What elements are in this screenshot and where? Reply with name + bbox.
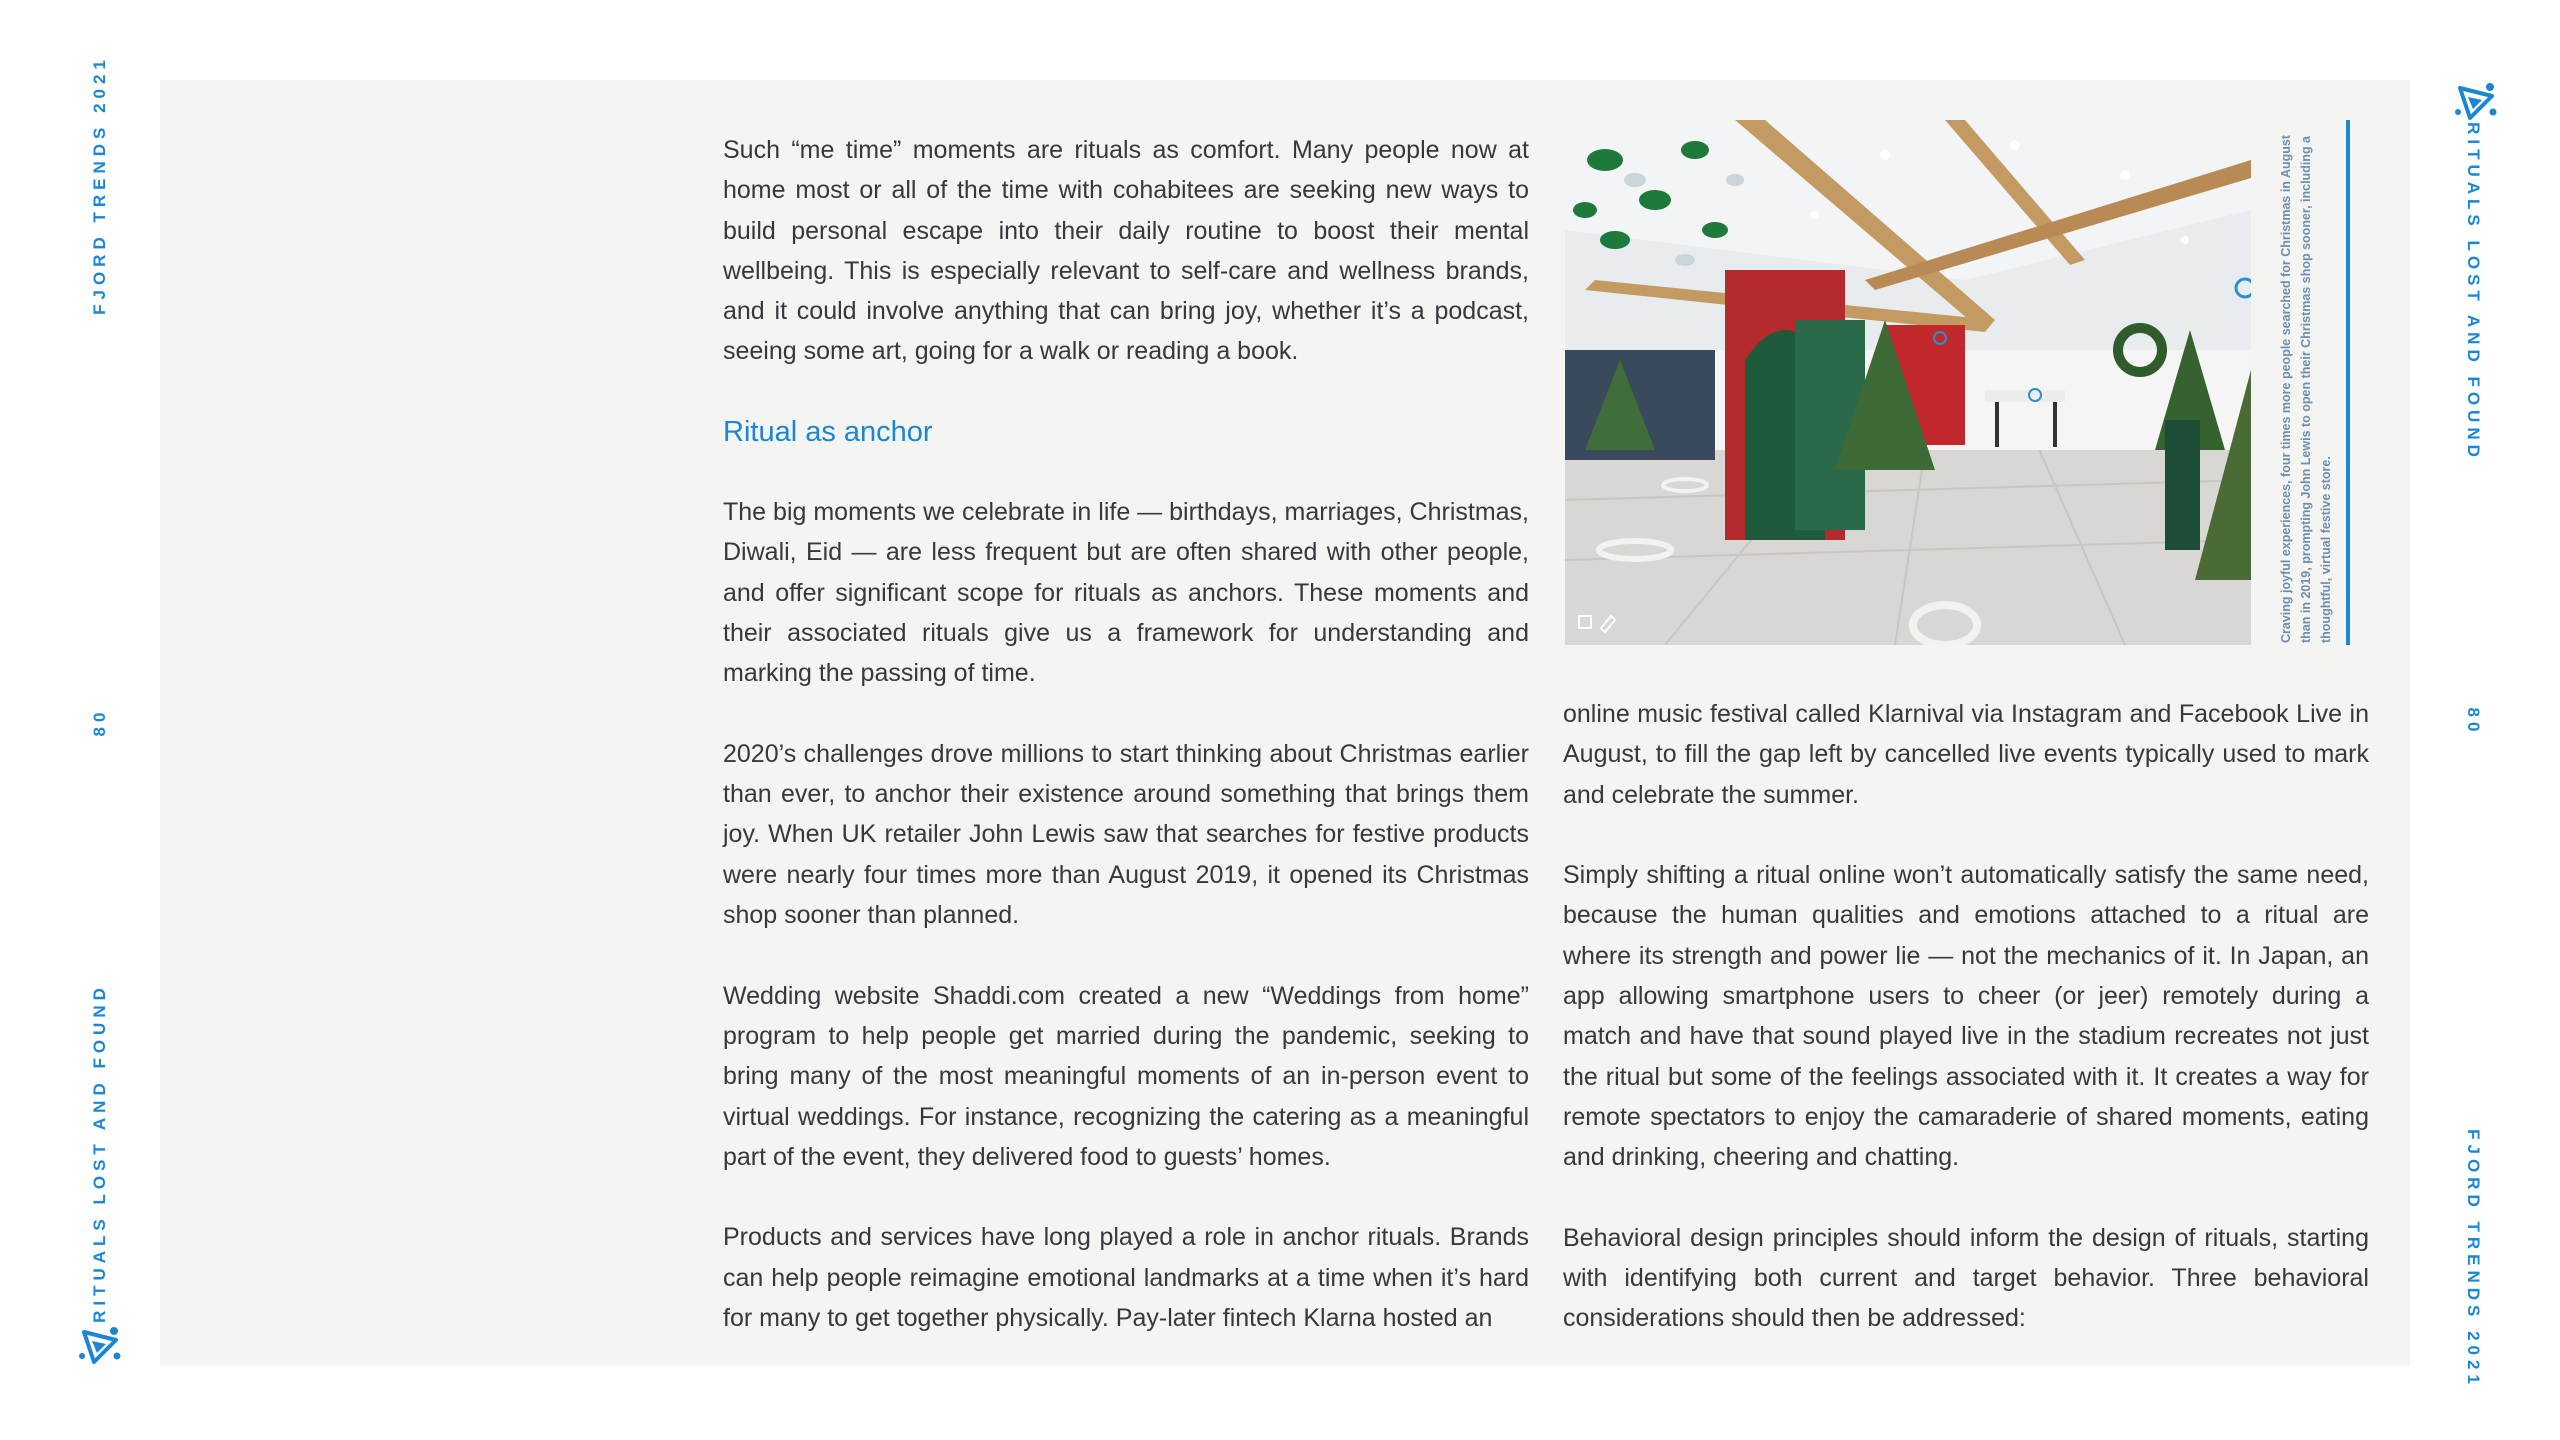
- photo-caption-area: [2267, 120, 2345, 645]
- paragraph-christmas: 2020’s challenges drove millions to start thinking about Christmas earlier than ever, to anchor their existence around something that brings them joy. When UK retailer John Lewis saw that searches for festive products were nearly four times more than August 2019, it opened its Christmas shop sooner than planned.: [723, 739, 1529, 930]
- content-panel: [160, 80, 2410, 1366]
- caption-accent-rule: [2346, 120, 2350, 645]
- running-title-bottom-right: FJORD TRENDS 2021: [2464, 1129, 2483, 1389]
- paragraph-behavioral-design: Behavioral design principles should inform the design of rituals, starting with identifying both current and target behavior. Three behavioral considerations should then be addressed:: [1563, 1223, 2369, 1333]
- section-heading: Ritual as anchor: [723, 416, 933, 449]
- paragraph-klarnival: online music festival called Klarnival via Instagram and Facebook Live in August, to fill the gap left by cancelled live events typically used to mark and celebrate the summer.: [1563, 700, 2369, 809]
- paragraph-ritual-online: Simply shifting a ritual online won’t automatically satisfy the same need, because the human qualities and emotions attached to a ritual are where its strength and power lie — not the mechanics of it. In Japan, an app allowing smartphone users to cheer (or jeer) remotely during a match and have that sound played live in the stadium recreates not just the ritual but some of the feelings associated with it. It creates a way for remote spectators to enjoy the camaraderie of shared moments, eating and drinking, cheering and chatting.: [1563, 861, 2369, 1172]
- fjord-logo-icon: [76, 1322, 122, 1368]
- left-text-column: [723, 130, 1529, 1379]
- paragraph-weddings: Wedding website Shaddi.com created a new “Weddings from home” program to help people get married during the pandemic, seeking to bring many of the most meaningful moments of an in-person event to virtual weddings. For instance, recognizing the catering as a meaningful part of the event, they delivered food to guests’ homes.: [723, 981, 1529, 1171]
- store-illustration: [1565, 120, 2251, 645]
- virtual-christmas-store-photo: [1565, 120, 2251, 645]
- page-number-left: 80: [90, 707, 109, 737]
- page-number-right: 80: [2464, 707, 2483, 737]
- paragraph-me-time: Such “me time” moments are rituals as comfort. Many people now at home most or all of the time with cohabitees are seeking new ways to build personal escape into their daily routine to boost their mental wellbeing. This is especially relevant to self-care and wellness brands, and it could involve anything that can bring joy, whether it’s a podcast, seeing some art, going for a walk or reading a book.: [723, 136, 1529, 366]
- paragraph-products-services: Products and services have long played a role in anchor rituals. Brands can help people reimagine emotional landmarks at a time when it’s hard for many to get together physically. Pay-later fintech Klarna hosted an: [723, 1223, 1529, 1333]
- running-title-top-right: RITUALS LOST AND FOUND: [2464, 122, 2483, 462]
- photo-caption: Craving joyful experiences, four times more people searched for Christmas in August than in 2019, prompting John Lewis to open their Christmas shop sooner, including a thoughtful, virtual festive store.: [2279, 134, 2333, 643]
- running-title-top-left: FJORD TRENDS 2021: [90, 55, 109, 315]
- paragraph-big-moments: The big moments we celebrate in life — birthdays, marriages, Christmas, Diwali, Eid — are less frequent but are often shared with other people, and offer significant scope for rituals as anchors. These moments and their associated rituals give us a framework for understanding and marking the passing of time.: [723, 498, 1529, 688]
- running-title-bottom-left: RITUALS LOST AND FOUND: [90, 983, 109, 1323]
- fjord-logo-icon: [2452, 78, 2498, 124]
- right-text-column: [1563, 694, 2369, 1379]
